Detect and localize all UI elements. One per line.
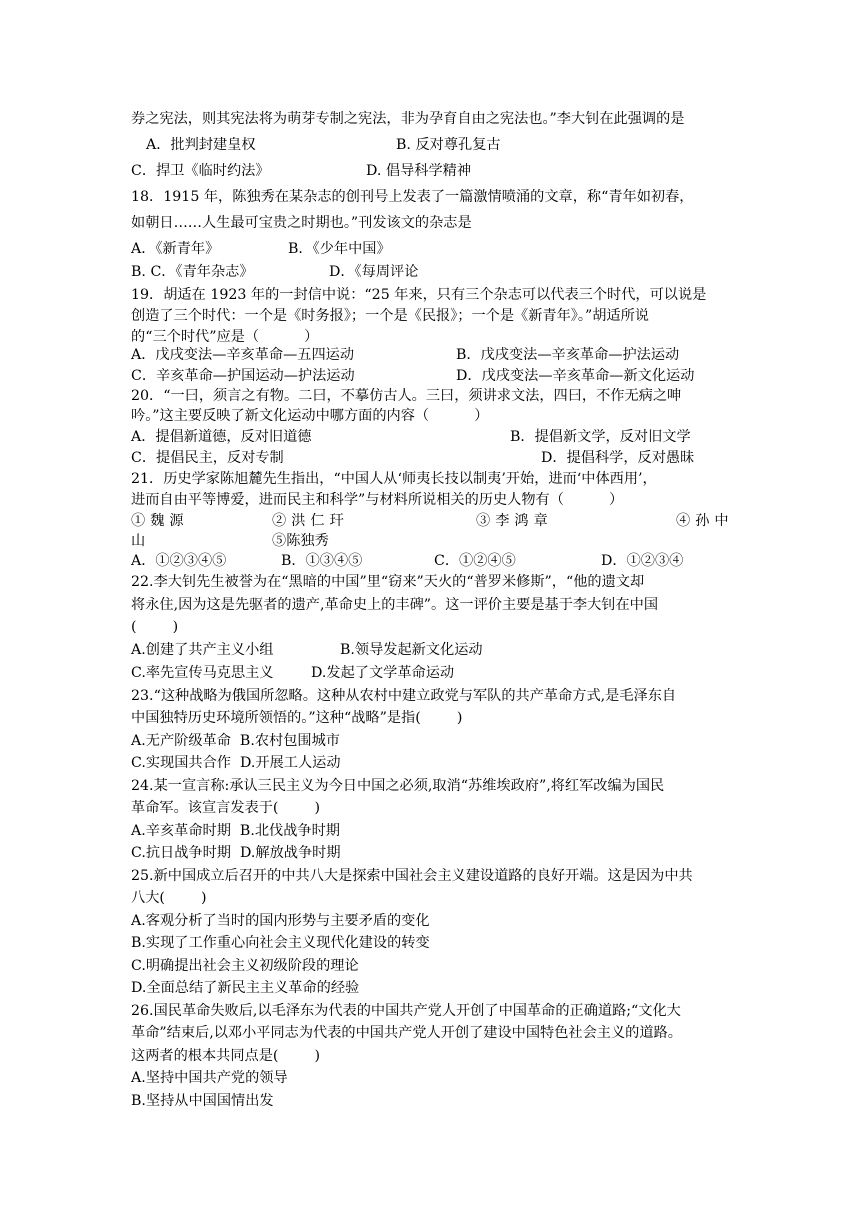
option-b: B．戊戌变法—辛亥革命—护法运动	[456, 347, 680, 363]
text-line: 的“三个时代”应是（ ）	[131, 329, 319, 345]
option-a: A．《新青年》	[131, 241, 220, 257]
option-c: B. C．《青年杂志》	[131, 264, 254, 280]
options-line: A.辛亥革命时期 B.北伐战争时期	[131, 823, 340, 839]
text-line: 这两者的根本共同点是( )	[131, 1048, 321, 1064]
text-line: 山	[131, 533, 146, 549]
options-line: C.实现国共合作 D.开展工人运动	[131, 755, 341, 771]
question-18: 18．1915 年，陈独秀在某杂志的创刊号上发表了一篇激情喷涌的文章，称“青年如初春，	[131, 189, 694, 205]
text-line: 如朝日……人生最可宝贵之时期也。”刊发该文的杂志是	[131, 215, 472, 231]
option-c: C．辛亥革命—护国运动—护法运动	[131, 368, 355, 384]
option-a: A．①②③④⑤	[131, 553, 227, 569]
choice-1: ①魏源	[131, 513, 189, 529]
text-line: 中国独特历史环境所领悟的。”这种“战略”是指( )	[131, 710, 463, 726]
option-c: C.明确提出社会主义初级阶段的理论	[131, 958, 359, 974]
choice-4: ④孙中	[676, 513, 734, 529]
text-line: 将永住,因为这是先驱者的遗产,革命史上的丰碑”。这一评价主要是基于李大钊在中国	[131, 597, 659, 613]
option-d: D. 倡导科学精神	[366, 163, 472, 179]
choice-5: ⑤陈独秀	[272, 533, 329, 549]
choice-3: ③李鸿章	[476, 513, 553, 529]
option-c: C．①②④⑤	[434, 553, 516, 569]
option-b: B．《少年中国》	[288, 241, 391, 257]
option-b: B.实现了工作重心向社会主义现代化建设的转变	[131, 935, 430, 951]
option-a: A．戊戌变法—辛亥革命—五四运动	[131, 347, 355, 363]
option-c: C.率先宣传马克思主义	[131, 665, 274, 681]
option-c: C．提倡民主，反对专制	[131, 450, 284, 466]
option-d: D.全面总结了新民主主义革命的经验	[131, 980, 360, 996]
option-d: D.发起了文学革命运动	[311, 665, 455, 681]
option-b: B.领导发起新文化运动	[340, 642, 483, 658]
question-24: 24.某一宣言称:承认三民主义为今日中国之必须,取消“苏维埃政府”,将红军改编为国民	[131, 778, 665, 794]
option-b: B．①③④⑤	[281, 553, 363, 569]
option-a: A．批判封建皇权	[146, 137, 256, 153]
question-19: 19．胡适在 1923 年的一封信中说：“25 年来，只有三个杂志可以代表三个时代，可以说是	[131, 287, 707, 303]
option-d: D．戊戌变法—辛亥革命—新文化运动	[456, 368, 695, 384]
option-b: B. 反对尊孔复古	[396, 137, 501, 153]
option-a: A.客观分析了当时的国内形势与主要矛盾的变化	[131, 913, 430, 929]
option-b: B.坚持从中国国情出发	[131, 1093, 274, 1109]
options-line: C.抗日战争时期 D.解放战争时期	[131, 845, 341, 861]
option-a: A．提倡新道德，反对旧道德	[131, 429, 312, 445]
text-line: 吟。”这主要反映了新文化运动中哪方面的内容（ ）	[131, 408, 489, 424]
question-21: 21．历史学家陈旭麓先生指出，“中国人从‘师夷长技以制夷’开始，进而‘中体西用’，	[131, 471, 657, 487]
question-22: 22.李大钊先生被誉为在“黑暗的中国”里“窃来”天火的“普罗米修斯”，“他的遗文却	[131, 574, 645, 590]
text-line: 券之宪法，则其宪法将为萌芽专制之宪法，非为孕育自由之宪法也。”李大钊在此强调的是	[131, 111, 685, 127]
choice-2: ②洪仁玕	[272, 513, 349, 529]
text-line: 创造了三个时代：一个是《时务报》；一个是《民报》；一个是《新青年》。”胡适所说	[131, 308, 649, 324]
text-line: 革命军。该宣言发表于( )	[131, 800, 321, 816]
question-26: 26.国民革命失败后,以毛泽东为代表的中国共产党人开创了中国革命的正确道路;“文化大	[131, 1003, 681, 1019]
options-line: A.无产阶级革命 B.农村包围城市	[131, 733, 340, 749]
question-23: 23.“这种战略为俄国所忽略。这种从农村中建立政党与军队的共产革命方式,是毛泽东自	[131, 688, 677, 704]
text-line: ( )	[131, 619, 179, 635]
option-d: D．提倡科学，反对愚昧	[541, 450, 695, 466]
text-line: 革命”结束后,以邓小平同志为代表的中国共产党人开创了建设中国特色社会主义的道路。	[131, 1025, 682, 1041]
option-d: D．《每周评论	[329, 264, 419, 280]
question-25: 25.新中国成立后召开的中共八大是探索中国社会主义建设道路的良好开端。这是因为中共	[131, 868, 693, 884]
option-c: C．捍卫《临时约法》	[131, 163, 270, 179]
option-a: A.创建了共产主义小组	[131, 642, 274, 658]
text-line: 八大( )	[131, 890, 207, 906]
option-d: D．①②③④	[601, 553, 684, 569]
option-b: B．提倡新文学，反对旧文学	[510, 429, 691, 445]
question-20: 20．“一曰，须言之有物。二曰，不摹仿古人。三曰，须讲求文法，四曰，不作无病之呻	[131, 388, 682, 404]
text-line: 进而自由平等博爱，进而民主和科学”与材料所说相关的历史人物有（ ）	[131, 492, 624, 508]
option-a: A.坚持中国共产党的领导	[131, 1070, 288, 1086]
